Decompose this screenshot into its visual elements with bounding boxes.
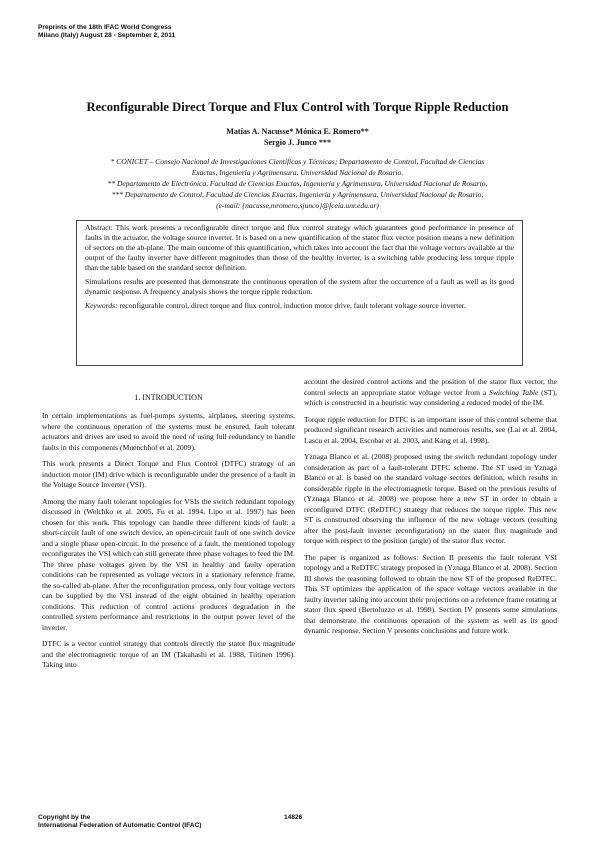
paper-title: Reconfigurable Direct Torque and Flux Control with Torque Ripple Reduction (86, 100, 509, 114)
author-block (0, 127, 595, 148)
paragraph-text: (ST), which is constructed in a heuristic way considering a reduced model of the IM. (304, 387, 557, 407)
conference-dates: Milano (Italy) August 28 - September 2, 2011 (38, 32, 176, 40)
copyright-line-1: Copyright by the (38, 814, 91, 821)
paragraph: In certain implementations as fuel-pumps systems, airplanes, steering systems, where the continuous operation of the systems must be ensured, fault tolerant actuators and drives are used to avoid the need of using full redundancy to handle faults in this components (Muenchhof et al. 2009). (42, 411, 295, 452)
paragraph: Torque ripple reduction for DTFC is an important issue of this control scheme that produced significant research activities and numerous results, see (Lai et al. 2004, Lascu et al. 2004, Escobar et al. 2003, and Kang et al. 1998). (304, 414, 557, 445)
left-column (42, 393, 295, 677)
keywords-text: reconfigurable control, direct torque and flux control, induction motor drive, fault tolerant voltage source inverter. (117, 301, 466, 310)
affiliations (0, 157, 595, 212)
conference-name: Preprints of the 18th IFAC World Congress (38, 24, 172, 31)
paragraph: This work presents a Direct Torque and Flux Control (DTFC) strategy of an induction motor (IM) drive which is reconfigurable under the presence of a fault in the Voltage Source Inverter (VSI). (42, 459, 295, 489)
keywords (85, 301, 514, 311)
paragraph-text: account the desired control actions and the position of the stator flux vector, the control selects an appropriate stator voltage vector from a (304, 377, 557, 397)
email-line: (e-mail: {nacusse,mromero,sjunco}@fceia.unr.edu.ar) (216, 200, 379, 210)
paragraph (304, 377, 557, 409)
copyright-line-2: International Federation of Automatic Control (IFAC) (38, 822, 202, 830)
affiliation-line: *** Departamento de Control, Facultad de Ciencias Exactas, Ingeniería y Agrimensura, Universidad Nacional de Rosario, (111, 189, 484, 199)
affiliation-line: Exactas, Ingeniería y Agrimensura, Universidad Nacional de Rosario. (191, 167, 404, 177)
abstract-text: Abstract: This work presents a reconfigurable direct torque and flux control strategy which guarantees good performance in presence of faults in the actuator, the voltage source inverter. It is based on a new quantification of the stator flux vector position means a new definition of sectors on the ab-plane. The main outcome of this quantification, which takes into account the fact that the voltage vectors available at the output of the faulty inverter have different magnitudes than those of the healthy inverter, is a switching table producing less torque ripple than the table based on the standard sector definition. (85, 223, 514, 272)
author-line-2: Sergio J. Junco *** (264, 137, 331, 147)
abstract-simulations: Simulations results are presented that demonstrate the continuous operation of the system after the occurrence of a fault as well as its good dynamic response. A frequency analysis shows the torque ripple reduction. (85, 277, 514, 296)
paragraph: The paper is organized as follows: Section II presents the fault tolerant VSI topology and a ReDTFC strategy proposed in (Yznaga Blanco et al. 2008). Section III shows the reasoning followed to obtain the new ST of the proposed ReDTFC. This ST optimizes the application of the space voltage vectors available in the faulty inverter taking into account their projections on a reference frame rotating at stator flux speed (Bertoluzzo et al. 1999). Section IV presents some simulations that demonstrate the continuous operation of the system as well as its good dynamic response. Section V presents conclusions and future work. (304, 552, 557, 635)
conference-header (38, 24, 175, 40)
copyright-footer (38, 814, 202, 830)
right-column (304, 377, 557, 643)
keywords-label: Keywords: (85, 301, 118, 310)
paragraph: DTFC is a vector control strategy that controls directly the stator flux magnitude and the electromagnetic torque of an IM (Takahashi et al. 1988, Tiitinen 1996). Taking into (42, 639, 295, 669)
abstract-box (76, 220, 523, 366)
switching-table-term: Switching Table (489, 387, 539, 397)
author-line-1: Matías A. Nacusse* Mónica E. Romero** (226, 127, 369, 136)
section-heading-introduction: 1. INTRODUCTION (134, 393, 203, 402)
affiliation-line: ** Departamento de Electrónica, Facultad de Ciencias Exactas, Ingeniería y Agrimensura, Universidad Nacional de Rosario, (107, 178, 488, 188)
paragraph: Yznaga Blanco et al. (2008) proposed using the switch redundant topology under consideration as part of a fault-tolerant DTFC scheme. The ST used in Yznaga Blanco et al. is based on the standard voltage sectors definition, which results in considerable ripple in the electromagnetic torque. Based on the previous results of (Yznaga Blanco et al. 2008) we propose here a new ST in order to obtain a reconfigured DTFC (ReDTFC) strategy that reduces the torque ripple. This new ST is constructed observing the influence of the new voltage vectors (resulting after the post-fault inverter reconfiguration) on the stator flux magnitude and torque with respect to the position (angle) of the stator flux vector. (304, 452, 557, 545)
page-number: 14826 (284, 814, 303, 821)
paragraph: Among the many fault tolerant topologies for VSIs the switch redundant topology discussed in (Welchko et al. 2005, Fu et al. 1994, Lipo et al. 1997) has been chosen for this work. This topology can handle three different kinds of fault: a short-circuit fault of one switch device, an open-circuit fault of one switch device and a single phase open-circuit. In the presence of a fault, the mentioned topology reconfigurates the VSI which can still generate three phase voltages to feed the IM. The three phase voltages given by the VSI in healthy and faulty operation conditions can be represented as voltage vectors in a stationary reference frame, the so-called ab-plane. After the reconfiguration process, only four voltage vectors can be supplied by the VSI instead of the eight obtained in healthy operation conditions. This reduction of control actions produces degradation in the controlled system performance and restrictions in the output power level of the inverter. (42, 496, 295, 632)
affiliation-line: * CONICET – Consejo Nacional de Investigaciones Científicas y Técnicas; Departamento de Control, Facultad de Ciencias (110, 157, 485, 166)
